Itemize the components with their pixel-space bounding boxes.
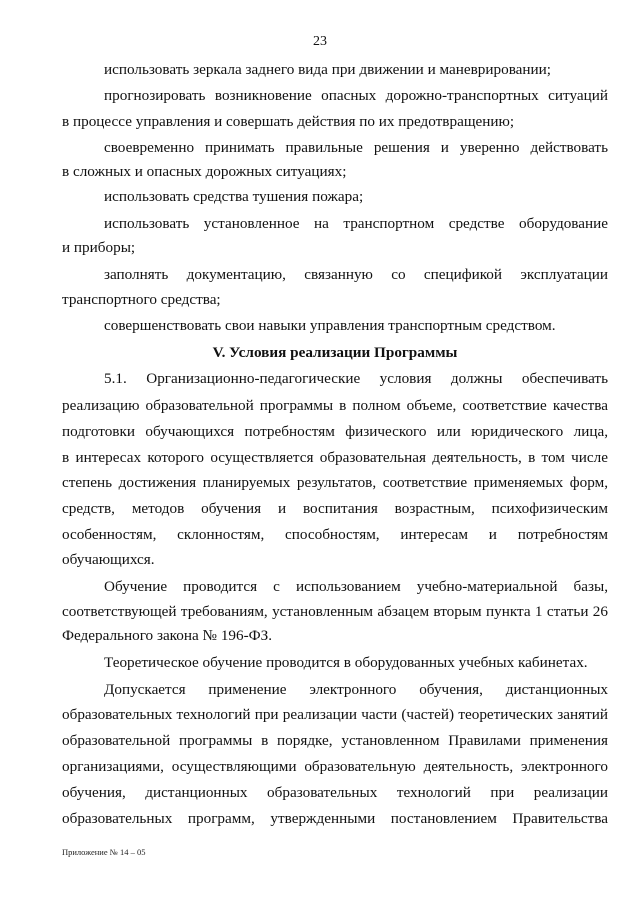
- text-line: совершенствовать свои навыки управления транспортным средством.: [104, 317, 556, 334]
- text-line: в сложных и опасных дорожных ситуациях;: [62, 163, 347, 180]
- text-line: Теоретическое обучение проводится в оборудованных учебных кабинетах.: [104, 654, 588, 671]
- section-heading: V. Условия реализации Программы: [212, 344, 458, 361]
- page-number: 23: [313, 34, 327, 49]
- text-line: использовать установленное на транспортном средстве оборудование: [104, 215, 608, 232]
- text-line: своевременно принимать правильные решения и уверенно действовать: [104, 139, 608, 156]
- text-line: соответствующей требованиям, установленным абзацем вторым пункта 1 статьи 26: [62, 603, 608, 620]
- text-line: Федерального закона № 196-ФЗ.: [62, 627, 273, 644]
- text-line: образовательной программы в порядке, установленном Правилами применения: [62, 732, 608, 749]
- text-line: транспортного средства;: [62, 291, 221, 308]
- text-line: прогнозировать возникновение опасных дорожно-транспортных ситуаций: [104, 87, 608, 104]
- text-line: Допускается применение электронного обучения, дистанционных: [104, 681, 608, 698]
- text-line: организациями, осуществляющими образовательную деятельность, электронного: [62, 758, 608, 775]
- text-line: подготовки обучающихся потребностям физического или юридического лица,: [62, 423, 608, 440]
- text-line: особенностям, склонностям, способностям, интересам и потребностям: [62, 526, 608, 543]
- text-line: образовательных технологий при реализации части (частей) теоретических занятий: [62, 706, 608, 723]
- text-line: и приборы;: [62, 239, 136, 256]
- text-line: средств, методов обучения и воспитания возрастным, психофизическим: [62, 500, 608, 517]
- text-line: Обучение проводится с использованием учебно-материальной базы,: [104, 578, 608, 595]
- text-line: образовательных программ, утвержденными постановлением Правительства: [62, 810, 608, 827]
- text-line: реализацию образовательной программы в полном объеме, соответствие качества: [62, 397, 608, 414]
- text-line: заполнять документацию, связанную со спецификой эксплуатации: [104, 266, 608, 283]
- text-line: обучения, дистанционных образовательных технологий при реализации: [62, 784, 608, 801]
- page-footer: Приложение № 14 – 05: [62, 847, 146, 857]
- text-line: в процессе управления и совершать действия по их предотвращению;: [62, 113, 515, 130]
- text-line: степень достижения планируемых результатов, соответствие применяемых форм,: [62, 474, 608, 491]
- text-line: 5.1. Организационно-педагогические условия должны обеспечивать: [104, 370, 608, 387]
- text-line: в интересах которого осуществляется образовательная деятельность, в том числе: [62, 449, 608, 466]
- text-line: обучающихся.: [62, 551, 155, 568]
- text-line: использовать средства тушения пожара;: [104, 188, 364, 205]
- text-line: использовать зеркала заднего вида при движении и маневрировании;: [104, 61, 552, 78]
